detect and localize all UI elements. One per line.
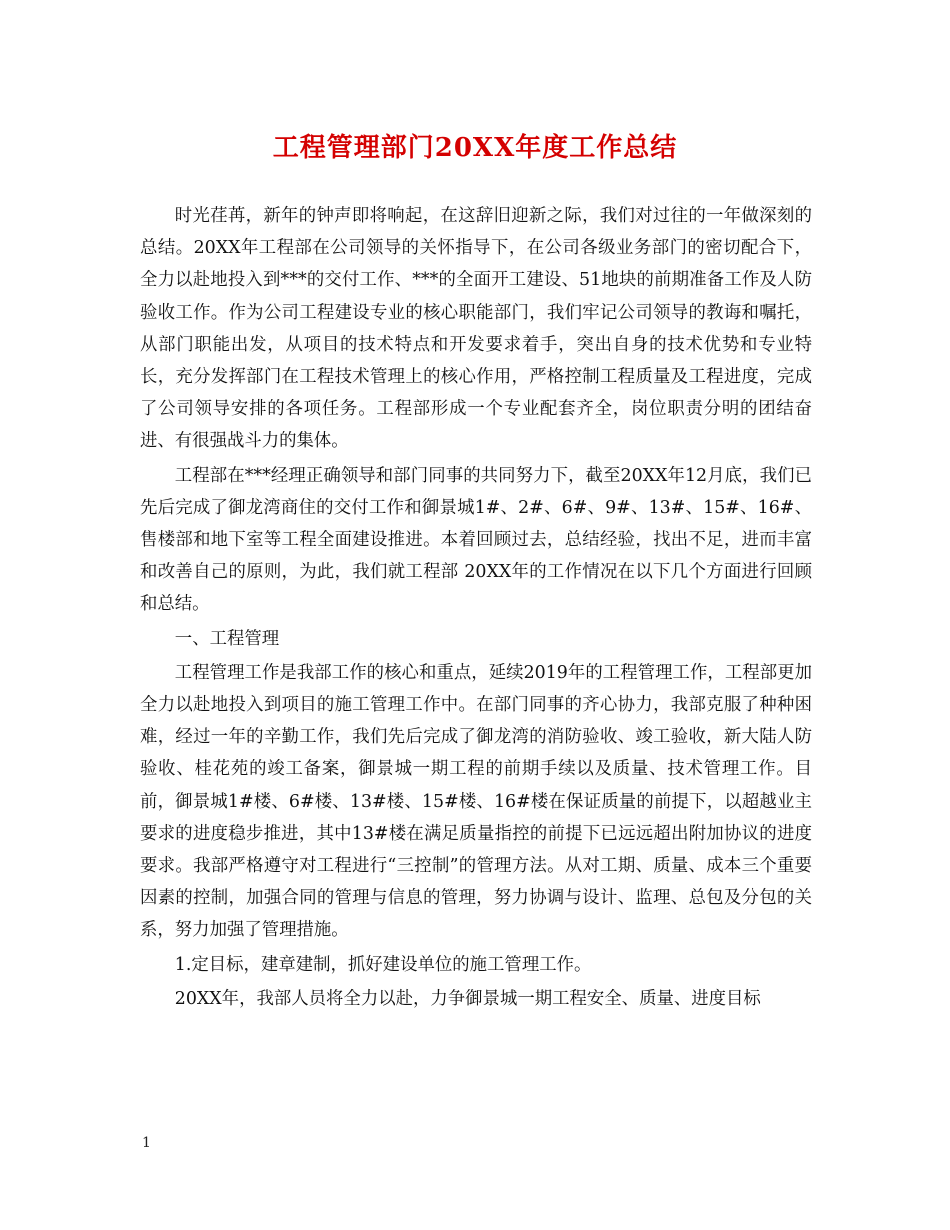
paragraph-intro: 时光荏苒，新年的钟声即将响起，在这辞旧迎新之际，我们对过往的一年做深刻的总结。20XX年工程部在公司领导的关怀指导下，在公司各级业务部门的密切配合下，全力以赴地投入到***的交付工作、***的全面开工建设、51地块的前期准备工作及人防验收工作。作为公司工程建设专业的核心职能部门，我们牢记公司领导的教诲和嘱托，从部门职能出发，从项目的技术特点和开发要求着手，突出自身的技术优势和专业特长，充分发挥部门在工程技术管理上的核心作用，严格控制工程质量及工程进度，完成了公司领导安排的各项任务。工程部形成一个专业配套齐全，岗位职责分明的团结奋进、有很强战斗力的集体。 [140,206,812,452]
paragraph-goals: 20XX年，我部人员将全力以赴，力争御景城一期工程安全、质量、进度目标 [174,988,761,1009]
paragraph-engineering-management: 工程管理工作是我部工作的核心和重点，延续2019年的工程管理工作，工程部更加全力以赴地投入到项目的施工管理工作中。在部门同事的齐心协力，我部克服了种种困难，经过一年的辛勤工作，我们先后完成了御龙湾的消防验收、竣工验收，新大陆人防验收、桂花苑的竣工备案，御景城一期工程的前期手续以及质量、技术管理工作。目前，御景城1#楼、6#楼、13#楼、15#楼、16#楼在保证质量的前提下，以超越业主要求的进度稳步推进，其中13#楼在满足质量指控的前提下已远远超出附加协议的进度要求。我部严格遵守对工程进行“三控制”的管理方法。从对工期、质量、成本三个重要因素的控制，加强合同的管理与信息的管理，努力协调与设计、监理、总包及分包的关系，努力加强了管理措施。 [140,662,812,941]
page-number: 1 [142,1135,151,1151]
paragraph-progress: 工程部在***经理正确领导和部门同事的共同努力下，截至20XX年12月底，我们已先后完成了御龙湾商住的交付工作和御景城1#、2#、6#、9#、13#、15#、16#、售楼部和地下室等工程全面建设推进。本着回顾过去，总结经验，找出不足，进而丰富和改善自己的原则，为此，我们就工程部 20XX年的工作情况在以下几个方面进行回顾和总结。 [140,465,812,615]
section-heading-engineering-management: 一、工程管理 [174,628,280,649]
document-body [140,200,812,1017]
subsection-heading-goals: 1.定目标，建章建制，抓好建设单位的施工管理工作。 [174,954,592,975]
document-title: 工程管理部门20XX年度工作总结 [272,133,678,163]
